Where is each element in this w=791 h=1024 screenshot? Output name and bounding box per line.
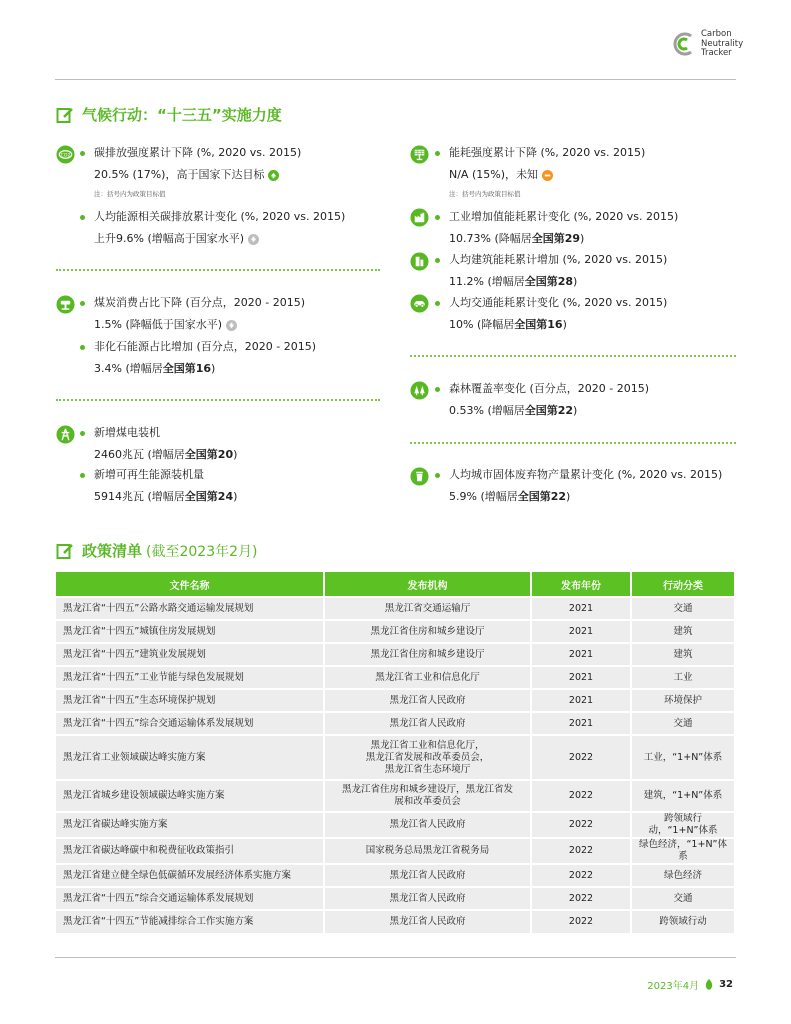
cell-year: 2021	[531, 666, 631, 689]
cell-document-name: 黑龙江省“十四五”城镇住房发展规划	[56, 620, 324, 643]
indicator-label: 新增煤电装机	[94, 426, 160, 439]
cell-category: 交通	[631, 887, 734, 910]
coal-plant-icon	[56, 295, 75, 314]
table-row	[56, 838, 734, 864]
cell-year: 2022	[531, 864, 631, 887]
dotted-divider	[56, 399, 380, 401]
cell-year: 2022	[531, 838, 631, 864]
brand-logo	[671, 30, 743, 59]
page-footer	[647, 977, 733, 992]
indicator-value-post: )	[580, 232, 585, 245]
indicator-rank: 全国第16	[162, 362, 212, 375]
cell-category: 环境保护	[631, 689, 734, 712]
indicator-label: 人均能源相关碳排放累计变化 (%, 2020 vs. 2015)	[94, 210, 346, 223]
bullet-dot	[435, 387, 440, 392]
cell-category: 绿色经济，“1+N”体系	[631, 838, 734, 864]
waste-bin-icon	[410, 467, 429, 486]
top-divider	[55, 79, 736, 80]
cell-publisher: 黑龙江省人民政府	[324, 812, 531, 838]
indicator-value-post: )	[562, 318, 567, 331]
cell-publisher: 黑龙江省住房和城乡建设厅	[324, 620, 531, 643]
brand-line-3: Tracker	[701, 48, 732, 58]
table-row	[56, 689, 734, 712]
cell-publisher: 黑龙江省住房和城乡建设厅，黑龙江省发 展和改革委员会	[324, 780, 531, 812]
indicator-label: 碳排放强度累计下降 (%, 2020 vs. 2015)	[94, 146, 302, 159]
section-subtitle: (截至2023年2月)	[146, 543, 258, 560]
col-header-document: 文件名称	[56, 572, 324, 597]
indicator-rank: 全国第28	[524, 275, 574, 288]
indicator-energy-intensity	[435, 146, 645, 201]
indicator-per-capita-carbon	[80, 210, 345, 246]
down-arrow-icon	[226, 320, 237, 331]
indicator-value-post: )	[233, 448, 238, 461]
indicator-solid-waste	[435, 468, 722, 504]
cell-year: 2021	[531, 643, 631, 666]
indicator-label: 森林覆盖率变化 (百分点，2020 - 2015)	[449, 382, 650, 395]
edit-icon	[56, 106, 74, 124]
indicator-value-pre: 10% (降幅居	[449, 318, 515, 331]
down-arrow-icon	[248, 234, 259, 245]
minus-icon	[542, 170, 553, 181]
cell-publisher: 黑龙江省工业和信息化厅， 黑龙江省发展和改革委员会， 黑龙江省生态环境厅	[324, 735, 531, 780]
indicator-non-fossil-share	[80, 340, 316, 376]
dotted-divider	[410, 355, 736, 357]
forest-icon	[410, 381, 429, 400]
cell-category: 交通	[631, 712, 734, 735]
bottom-divider	[55, 957, 736, 958]
cell-document-name: 黑龙江省碳达峰碳中和税费征收政策指引	[56, 838, 324, 864]
bullet-dot	[435, 215, 440, 220]
cell-category: 交通	[631, 597, 734, 620]
cell-publisher: 黑龙江省人民政府	[324, 689, 531, 712]
table-row	[56, 864, 734, 887]
bullet-dot	[80, 301, 85, 306]
footer-date: 2023年4月	[647, 981, 700, 992]
page-number: 32	[719, 979, 733, 990]
bullet-dot	[80, 345, 85, 350]
cell-category: 跨领域行动，“1+N”体系	[631, 812, 734, 838]
cell-year: 2022	[531, 887, 631, 910]
bullet-dot	[435, 473, 440, 478]
cell-publisher: 黑龙江省住房和城乡建设厅	[324, 643, 531, 666]
section-title-text: 气候行动：“十三五”实施力度	[82, 106, 282, 124]
bullet-dot	[435, 301, 440, 306]
cell-document-name: 黑龙江省城乡建设领域碳达峰实施方案	[56, 780, 324, 812]
edit-icon	[56, 542, 74, 560]
indicator-rank: 全国第22	[517, 490, 567, 503]
up-arrow-icon	[268, 170, 279, 181]
indicator-note: 注：括号内为政策目标值	[94, 190, 166, 198]
dotted-divider	[410, 442, 736, 444]
cell-category: 跨领域行动	[631, 910, 734, 933]
dotted-divider	[56, 269, 380, 271]
cell-category: 建筑，“1+N”体系	[631, 780, 734, 812]
cell-document-name: 黑龙江省“十四五”建筑业发展规划	[56, 643, 324, 666]
table-row	[56, 910, 734, 933]
cell-document-name: 黑龙江省“十四五”生态环境保护规划	[56, 689, 324, 712]
table-row	[56, 620, 734, 643]
section-title-climate-action	[56, 104, 282, 125]
indicator-value: 上升9.6% (增幅高于国家水平)	[94, 232, 245, 245]
cell-publisher: 黑龙江省交通运输厅	[324, 597, 531, 620]
indicator-value-pre: 3.4% (增幅居	[94, 362, 163, 375]
indicator-rank: 全国第24	[184, 490, 234, 503]
power-tower-icon	[56, 425, 75, 444]
indicator-label: 新增可再生能源装机量	[94, 468, 204, 481]
col-header-year: 发布年份	[531, 572, 631, 597]
cell-category: 工业	[631, 666, 734, 689]
cell-publisher: 黑龙江省工业和信息化厅	[324, 666, 531, 689]
indicator-label: 工业增加值能耗累计变化 (%, 2020 vs. 2015)	[449, 210, 679, 223]
brand-text	[701, 30, 743, 59]
cell-year: 2021	[531, 597, 631, 620]
cell-year: 2022	[531, 780, 631, 812]
bullet-dot	[80, 431, 85, 436]
col-header-category: 行动分类	[631, 572, 734, 597]
indicator-new-renewable-capacity	[80, 468, 237, 504]
cell-year: 2021	[531, 712, 631, 735]
indicator-transport-energy	[435, 296, 667, 332]
svg-text:CO2: CO2	[60, 153, 71, 159]
cell-category: 建筑	[631, 620, 734, 643]
table-row	[56, 735, 734, 780]
cell-publisher: 黑龙江省人民政府	[324, 910, 531, 933]
section-title-text: 政策清单	[82, 542, 143, 560]
indicator-value: 1.5% (降幅低于国家水平)	[94, 318, 223, 331]
indicator-label: 非化石能源占比增加 (百分点，2020 - 2015)	[94, 340, 317, 353]
cell-document-name: 黑龙江省“十四五”公路水路交通运输发展规划	[56, 597, 324, 620]
table-row	[56, 666, 734, 689]
cell-document-name: 黑龙江省“十四五”工业节能与绿色发展规划	[56, 666, 324, 689]
indicator-value-pre: 10.73% (降幅居	[449, 232, 532, 245]
indicator-value-pre: 11.2% (增幅居	[449, 275, 525, 288]
brand-line-2: Neutrality	[701, 38, 744, 49]
cell-document-name: 黑龙江省工业领域碳达峰实施方案	[56, 735, 324, 780]
indicator-note: 注：括号内为政策目标值	[449, 190, 521, 198]
indicator-coal-share	[80, 296, 305, 332]
cell-publisher: 黑龙江省人民政府	[324, 712, 531, 735]
policy-table-body	[56, 597, 734, 933]
indicator-label: 人均交通能耗累计变化 (%, 2020 vs. 2015)	[449, 296, 668, 309]
indicator-value-pre: 5.9% (增幅居	[449, 490, 518, 503]
indicator-value-post: )	[573, 404, 578, 417]
indicator-label: 能耗强度累计下降 (%, 2020 vs. 2015)	[449, 146, 646, 159]
energy-panel-icon	[410, 145, 429, 164]
indicator-forest-coverage	[435, 382, 649, 418]
table-row	[56, 812, 734, 838]
cell-document-name: 黑龙江省“十四五”综合交通运输体系发展规划	[56, 887, 324, 910]
indicator-carbon-intensity	[80, 146, 301, 201]
indicator-label: 煤炭消费占比下降 (百分点，2020 - 2015)	[94, 296, 306, 309]
indicator-rank: 全国第20	[184, 448, 234, 461]
policy-table	[56, 572, 734, 933]
bullet-dot	[80, 473, 85, 478]
bullet-dot	[80, 151, 85, 156]
section-title-policy-list	[56, 540, 257, 561]
cell-category: 建筑	[631, 643, 734, 666]
indicator-value-post: )	[566, 490, 571, 503]
cell-document-name: 黑龙江省“十四五”节能减排综合工作实施方案	[56, 910, 324, 933]
car-icon	[410, 294, 429, 313]
indicator-value-post: )	[211, 362, 216, 375]
table-header-row	[56, 572, 734, 597]
indicator-value-pre: 0.53% (增幅居	[449, 404, 525, 417]
table-row	[56, 597, 734, 620]
col-header-publisher: 发布机构	[324, 572, 531, 597]
table-row	[56, 780, 734, 812]
carbon-tracker-logo-icon	[671, 31, 697, 57]
indicator-value-post: )	[233, 490, 238, 503]
indicator-value-pre: 2460兆瓦 (增幅居	[94, 448, 185, 461]
cell-year: 2022	[531, 910, 631, 933]
indicator-value: 20.5% (17%)，高于国家下达目标	[94, 168, 265, 181]
building-icon	[410, 252, 429, 271]
indicator-label: 人均建筑能耗累计增加 (%, 2020 vs. 2015)	[449, 253, 668, 266]
cell-year: 2021	[531, 620, 631, 643]
table-row	[56, 887, 734, 910]
leaf-icon	[705, 979, 713, 990]
indicator-value-pre: 5914兆瓦 (增幅居	[94, 490, 185, 503]
bullet-dot	[435, 151, 440, 156]
cell-publisher: 黑龙江省人民政府	[324, 887, 531, 910]
cell-category: 工业，“1+N”体系	[631, 735, 734, 780]
table-row	[56, 712, 734, 735]
cell-document-name: 黑龙江省碳达峰实施方案	[56, 812, 324, 838]
brand-line-1: Carbon	[701, 29, 732, 39]
indicator-value-post: )	[573, 275, 578, 288]
indicator-rank: 全国第29	[531, 232, 581, 245]
indicator-rank: 全国第16	[514, 318, 563, 331]
indicator-industrial-energy	[435, 210, 678, 246]
indicator-value: N/A (15%)，未知	[449, 168, 538, 181]
cell-year: 2021	[531, 689, 631, 712]
bullet-dot	[80, 215, 85, 220]
cell-year: 2022	[531, 812, 631, 838]
cell-document-name: 黑龙江省“十四五”综合交通运输体系发展规划	[56, 712, 324, 735]
indicator-rank: 全国第22	[524, 404, 574, 417]
factory-icon	[410, 208, 429, 227]
indicator-label: 人均城市固体废弃物产量累计变化 (%, 2020 vs. 2015)	[449, 468, 723, 481]
table-row	[56, 643, 734, 666]
cell-year: 2022	[531, 735, 631, 780]
cell-publisher: 黑龙江省人民政府	[324, 864, 531, 887]
cell-publisher: 国家税务总局黑龙江省税务局	[324, 838, 531, 864]
cell-document-name: 黑龙江省建立健全绿色低碳循环发展经济体系实施方案	[56, 864, 324, 887]
bullet-dot	[435, 258, 440, 263]
indicator-building-energy	[435, 253, 667, 289]
co2-icon	[56, 145, 75, 164]
cell-category: 绿色经济	[631, 864, 734, 887]
indicator-new-coal-capacity	[80, 426, 237, 462]
